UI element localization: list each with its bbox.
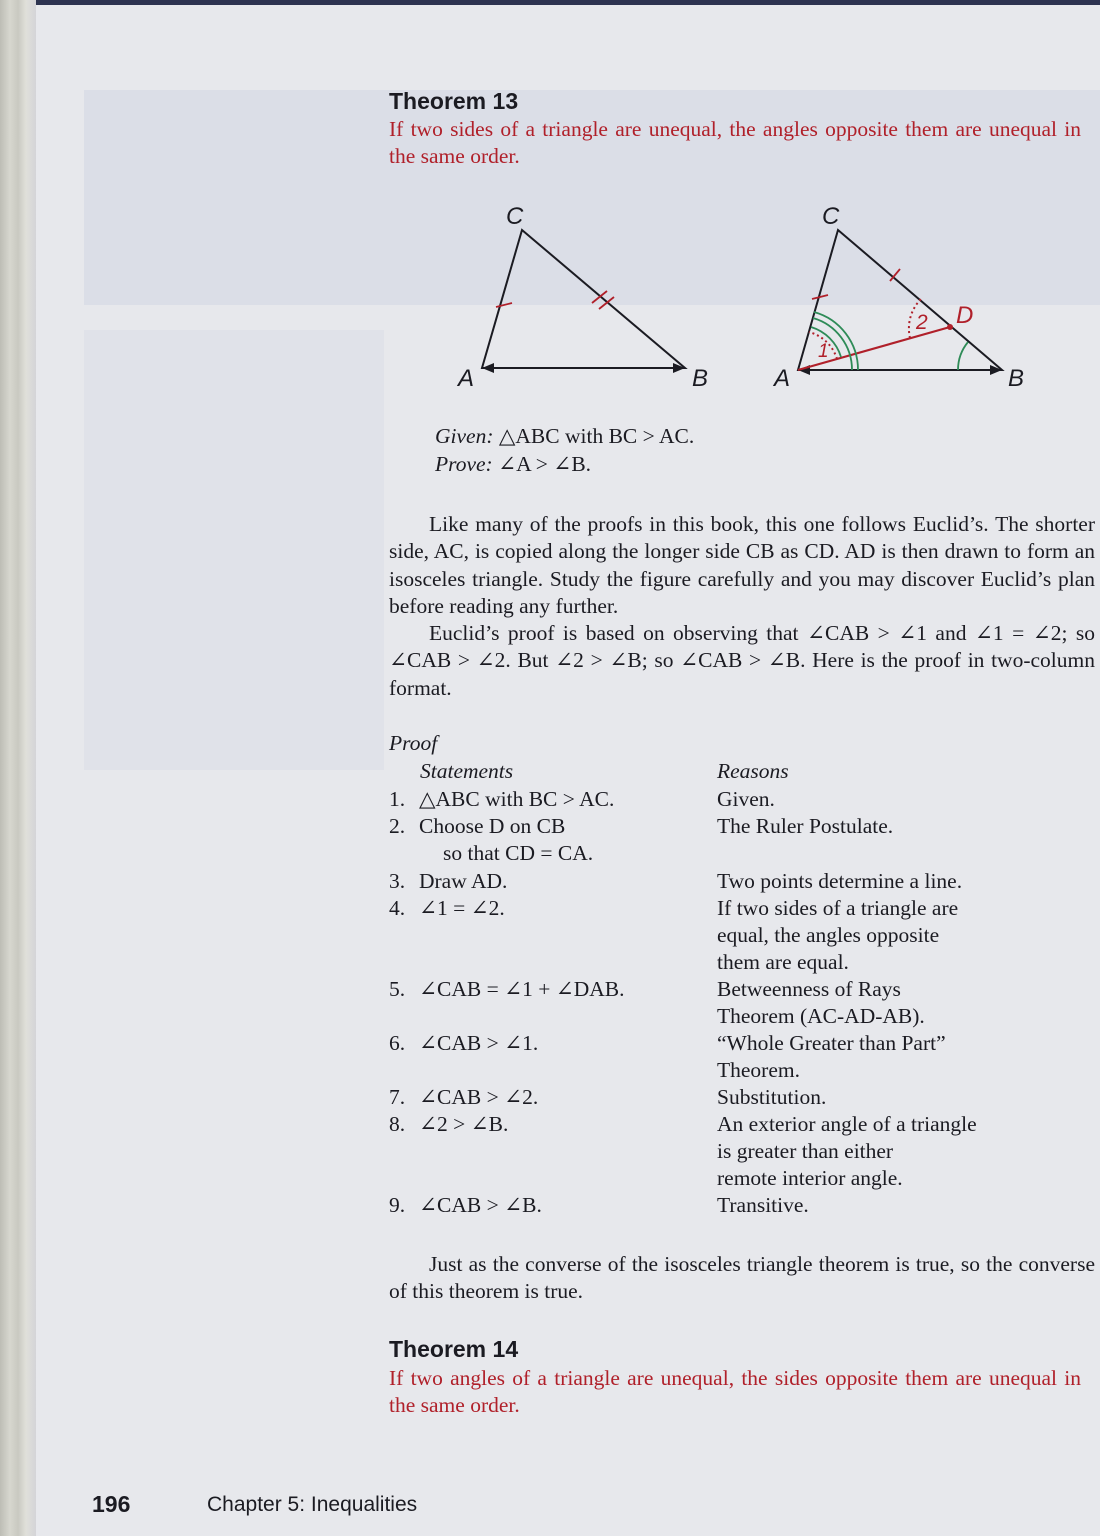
reasons-heading: Reasons (717, 759, 789, 783)
bleed-through-shadow-lower (84, 330, 384, 770)
angle-2-label: 2 (916, 311, 928, 334)
statement-7: 7. ∠CAB > ∠2. (389, 1085, 539, 1109)
theorem-14-statement: If two angles of a triangle are unequal, the sides opposite them are unequal in the same order. (389, 1366, 1081, 1417)
prove-label: Prove: (435, 452, 493, 476)
label-a: A (458, 365, 475, 392)
reason-2: The Ruler Postulate. (717, 814, 894, 838)
theorem-13-statement: If two sides of a triangle are unequal, the angles opposite them are unequal in the same order. (389, 117, 1081, 168)
reason-8: An exterior angle of a triangle is greater than either remote interior angle. (717, 1112, 977, 1190)
statement-5: 5. ∠CAB = ∠1 + ∠DAB. (389, 977, 625, 1001)
closing-paragraph: Just as the converse of the isosceles triangle theorem is true, so the converse of this theorem is true. (389, 1252, 1095, 1304)
reason-1: Given. (717, 787, 775, 811)
label-b: B (692, 365, 709, 392)
statement-1: 1. △ABC with BC > AC. (389, 787, 615, 811)
proof-heading: Proof (389, 731, 438, 755)
statement-3: 3. Draw AD. (389, 869, 508, 893)
statement-4: 4. ∠1 = ∠2. (389, 896, 505, 920)
theorem-14-title: Theorem 14 (389, 1336, 519, 1362)
reason-9: Transitive. (717, 1193, 809, 1217)
given-line (435, 424, 694, 449)
paragraph-1: Like many of the proofs in this book, this one follows Euclid’s. The shorter side, AC, is copied along the longer side CB as CD. AD is then drawn to form an isosceles triangle. Study the figure carefully and you may discover Euclid’s plan before reading any further. (389, 512, 1095, 618)
figure-triangle-abc (440, 195, 730, 395)
reason-7: Substitution. (717, 1085, 827, 1109)
given-text: △ABC with BC > AC. (498, 424, 695, 448)
label-d: D (956, 302, 974, 329)
reason-5: Betweenness of Rays Theorem (AC-AD-AB). (717, 977, 925, 1028)
reason-6: “Whole Greater than Part” Theorem. (717, 1031, 946, 1082)
reason-4: If two sides of a triangle are equal, the angles opposite them are equal. (717, 896, 959, 974)
book-binding (0, 0, 36, 1536)
page-number: 196 (92, 1491, 131, 1517)
chapter-title: Chapter 5: Inequalities (207, 1493, 418, 1516)
prove-text: ∠A > ∠B. (498, 452, 592, 476)
given-label: Given: (435, 424, 494, 448)
label-c: C (822, 203, 840, 230)
reason-3: Two points determine a line. (717, 869, 963, 893)
angle-1-label: 1 (818, 341, 829, 362)
top-edge-band (36, 0, 1100, 5)
label-c: C (506, 203, 524, 230)
figure-triangle-abd (770, 195, 1070, 395)
label-b: B (1008, 365, 1025, 392)
statement-9: 9. ∠CAB > ∠B. (389, 1193, 542, 1217)
theorem-13-title: Theorem 13 (389, 88, 519, 114)
paragraph-2: Euclid’s proof is based on observing that ∠CAB > ∠1 and ∠1 = ∠2; so ∠CAB > ∠2. But ∠2 > ∠B; so ∠CAB > ∠B. Here is the proof in two-column format. (389, 621, 1095, 700)
statement-8: 8. ∠2 > ∠B. (389, 1112, 509, 1136)
statement-2: 2. Choose D on CB so that CD = CA. (389, 814, 594, 865)
prove-line (435, 452, 591, 477)
statements-heading: Statements (420, 759, 514, 783)
label-a: A (774, 365, 791, 392)
statement-6: 6. ∠CAB > ∠1. (389, 1031, 539, 1055)
